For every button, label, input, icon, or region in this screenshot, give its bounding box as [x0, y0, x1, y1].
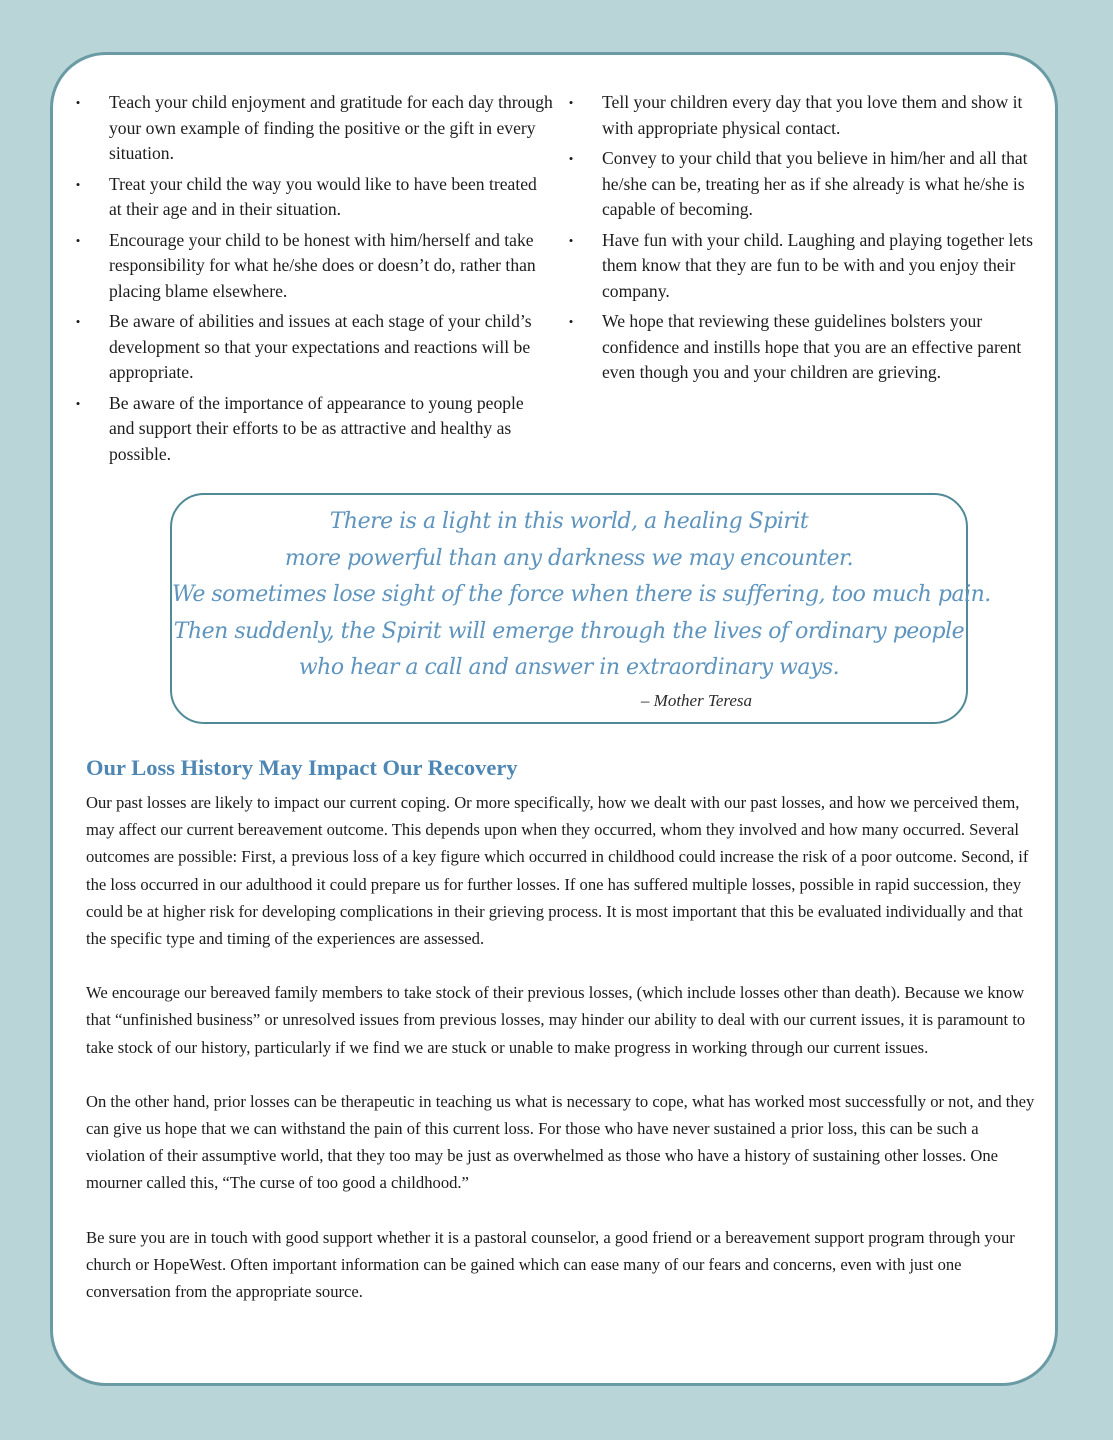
quote-line: more powerful than any darkness we may encounter. [284, 545, 854, 571]
quote-box [170, 493, 991, 724]
parenting-tips-list-right [566, 90, 1046, 386]
bullet-icon: • [75, 176, 81, 192]
bullet-icon: • [568, 151, 574, 166]
list-item-text: Teach your child enjoyment and gratitude for each day through your own example of finding the positive or the gift in every situation. [109, 92, 553, 163]
list-item [73, 309, 553, 386]
quote-line: We sometimes lose sight of the force when there is suffering, too much pain. [172, 582, 991, 607]
bullet-icon: • [75, 95, 81, 110]
list-item [566, 228, 1046, 305]
bullet-icon: • [75, 314, 81, 329]
list-item [73, 228, 553, 305]
list-item [566, 309, 1046, 386]
bullet-icon: • [75, 395, 81, 411]
list-item [73, 391, 553, 468]
body-paragraph: We encourage our bereaved family members to take stock of their previous losses, (which include losses other than death). Because we know that “unfinished business” or unresolved issues from previous losses, may hinder our ability to deal with our current issues, it is paramount to take stock of our history, particularly if we find we are stuck or unable to make progress in working through our current issues. [86, 983, 1026, 1057]
section-heading: Our Loss History May Impact Our Recovery [86, 755, 518, 780]
body-paragraph: On the other hand, prior losses can be therapeutic in teaching us what is necessary to cope, what has worked most successfully or not, and they can give us hope that we can withstand the pain of this current loss. For those who have never sustained a prior loss, this can be such a violation of their assumptive world, that they too may be just as overwhelmed as those who have a history of sustaining other losses. One mourner called this, “The curse of too good a childhood.” [86, 1091, 1035, 1193]
list-item-text: Encourage your child to be honest with him/herself and take responsibility for what he/she does or doesn’t do, rather than placing blame elsewhere. [109, 229, 536, 301]
bullet-icon: • [75, 232, 81, 248]
right-bullet-column [566, 90, 1046, 391]
parenting-tips-list-left [73, 90, 553, 467]
bullet-icon: • [568, 232, 574, 248]
list-item-text: Have fun with your child. Laughing and playing together lets them know that they are fun to be with and you enjoy their company. [602, 229, 1033, 301]
list-item-text: We hope that reviewing these guidelines bolsters your confidence and instills hope that you are an effective parent even though you and your children are grieving. [602, 311, 1022, 382]
newsletter-page [50, 52, 1058, 1386]
list-item-text: Be aware of abilities and issues at each stage of your child’s development so that your expectations and reactions will be appropriate. [109, 311, 532, 382]
quote-attribution: – Mother Teresa [640, 691, 753, 710]
bullet-icon: • [568, 95, 574, 110]
list-item [566, 146, 1046, 223]
body-paragraph: Be sure you are in touch with good support whether it is a pastoral counselor, a good friend or a bereavement support program through your church or HopeWest. Often important information can be gained which can ease many of our fears and concerns, even with just one conversation from the appropriate source. [86, 1227, 1015, 1302]
list-item-text: Tell your children every day that you love them and show it with appropriate physical contact. [602, 92, 1023, 138]
list-item-text: Be aware of the importance of appearance to young people and support their efforts to be as attractive and healthy as possible. [109, 392, 524, 464]
list-item [73, 90, 553, 167]
body-paragraph: Our past losses are likely to impact our current coping. Or more specifically, how we dealt with our past losses, and how we perceived them, may affect our current bereavement outcome. This depends upon when they occurred, whom they involved and how many occurred. Several outcomes are possible: First, a previous loss of a key figure which occurred in childhood could increase the risk of a poor outcome. Second, if the loss occurred in our adulthood it could prepare us for further losses. If one has suffered multiple losses, possible in rapid succession, they could be at higher risk for developing complications in their grieving process. It is most important that this be evaluated individually and that the specific type and timing of the experiences are assessed. [86, 793, 1029, 949]
list-item-text: Convey to your child that you believe in him/her and all that he/she can be, treating her as if she already is what he/she is capable of becoming. [602, 148, 1028, 219]
quote-line: who hear a call and answer in extraordinary ways. [298, 655, 840, 680]
list-item [73, 172, 553, 223]
quote-line: There is a light in this world, a healing Spirit [329, 509, 809, 534]
quote-text [172, 504, 991, 687]
quote-line: Then suddenly, the Spirit will emerge through the lives of ordinary people [173, 618, 965, 644]
bullet-icon: • [568, 314, 574, 329]
section-body [86, 789, 1041, 1332]
list-item [566, 90, 1046, 141]
list-item-text: Treat your child the way you would like to have been treated at their age and in their situation. [109, 173, 537, 219]
left-bullet-column [73, 90, 553, 472]
